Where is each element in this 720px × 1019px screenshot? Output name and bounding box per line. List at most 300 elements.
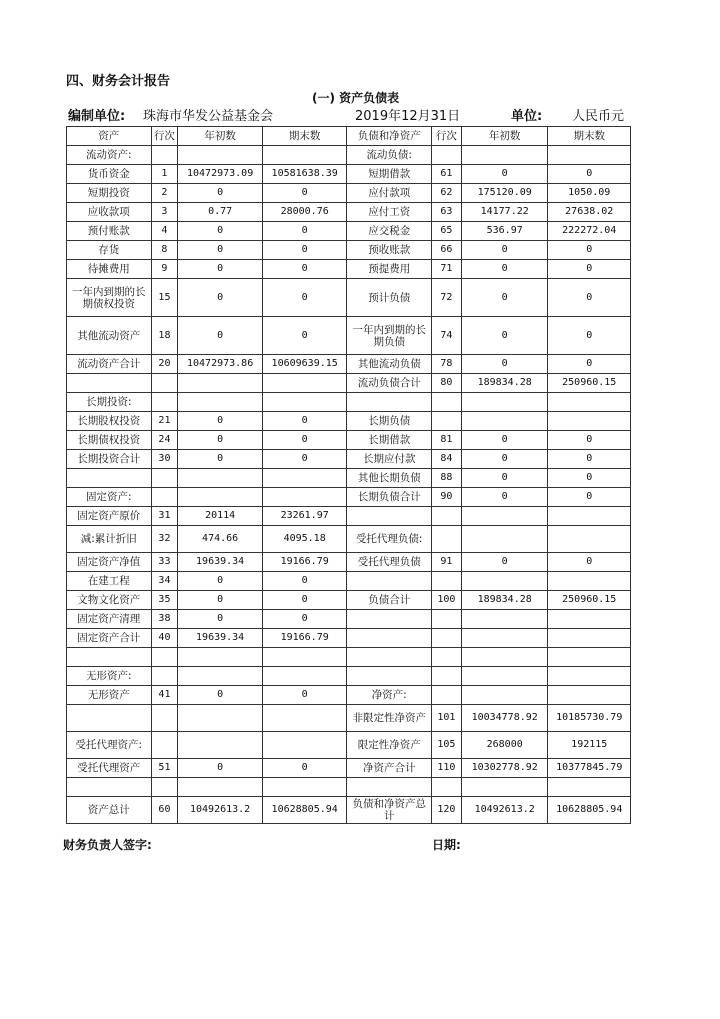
liability-name-cell: 其他长期负债 — [347, 469, 432, 488]
table-row — [67, 686, 631, 705]
liability-begin-cell: 0 — [461, 488, 548, 507]
liability-begin-cell: 0 — [461, 431, 548, 450]
asset-name-cell: 固定资产: — [67, 488, 152, 507]
asset-name-cell: 一年内到期的长期债权投资 — [67, 279, 152, 317]
liability-name-cell — [347, 778, 432, 797]
asset-line-cell: 24 — [151, 431, 178, 450]
liability-name-cell: 预提费用 — [347, 260, 432, 279]
liability-line-cell: 66 — [431, 241, 461, 260]
asset-name-cell: 存货 — [67, 241, 152, 260]
table-row — [67, 488, 631, 507]
asset-end-cell — [262, 648, 347, 667]
asset-name-cell: 长期股权投资 — [67, 412, 152, 431]
asset-end-cell: 19166.79 — [262, 553, 347, 572]
liability-line-cell: 101 — [431, 705, 461, 732]
table-row — [67, 317, 631, 355]
table-row — [67, 572, 631, 591]
asset-end-cell — [262, 667, 347, 686]
asset-name-cell: 固定资产合计 — [67, 629, 152, 648]
liability-name-cell: 预收账款 — [347, 241, 432, 260]
liability-begin-cell — [461, 686, 548, 705]
liability-line-cell: 78 — [431, 355, 461, 374]
asset-name-cell: 流动资产合计 — [67, 355, 152, 374]
asset-end-cell: 0 — [262, 591, 347, 610]
table-row — [67, 355, 631, 374]
liability-begin-cell — [461, 393, 548, 412]
liability-end-cell — [548, 146, 631, 165]
liability-name-cell: 应付工资 — [347, 203, 432, 222]
asset-name-cell: 在建工程 — [67, 572, 152, 591]
asset-begin-cell — [178, 469, 263, 488]
liability-begin-cell: 0 — [461, 450, 548, 469]
asset-begin-cell: 19639.34 — [178, 629, 263, 648]
table-row — [67, 165, 631, 184]
liability-end-cell: 27638.02 — [548, 203, 631, 222]
asset-name-cell — [67, 374, 152, 393]
liability-end-cell: 0 — [548, 241, 631, 260]
asset-name-cell: 长期投资合计 — [67, 450, 152, 469]
liability-name-cell — [347, 507, 432, 526]
asset-begin-cell — [178, 648, 263, 667]
asset-end-cell — [262, 146, 347, 165]
asset-end-cell: 0 — [262, 450, 347, 469]
asset-name-cell: 货币资金 — [67, 165, 152, 184]
liability-name-cell — [347, 648, 432, 667]
liability-begin-cell: 0 — [461, 317, 548, 355]
liability-line-cell: 65 — [431, 222, 461, 241]
liability-end-cell: 0 — [548, 469, 631, 488]
liability-line-cell — [431, 686, 461, 705]
asset-end-cell — [262, 469, 347, 488]
liability-begin-cell: 536.97 — [461, 222, 548, 241]
liability-end-cell: 0 — [548, 165, 631, 184]
table-row — [67, 393, 631, 412]
currency-label: 单位: — [511, 109, 543, 124]
table-row — [67, 591, 631, 610]
column-header: 年初数 — [178, 127, 263, 146]
asset-begin-cell: 0 — [178, 241, 263, 260]
liability-name-cell: 预计负债 — [347, 279, 432, 317]
asset-begin-cell: 0 — [178, 572, 263, 591]
liability-line-cell: 62 — [431, 184, 461, 203]
asset-line-cell: 31 — [151, 507, 178, 526]
asset-line-cell: 8 — [151, 241, 178, 260]
liability-line-cell: 90 — [431, 488, 461, 507]
liability-end-cell — [548, 572, 631, 591]
asset-end-cell: 10581638.39 — [262, 165, 347, 184]
asset-begin-cell: 0 — [178, 450, 263, 469]
liability-end-cell: 0 — [548, 431, 631, 450]
liability-begin-cell: 0 — [461, 279, 548, 317]
liability-name-cell: 负债合计 — [347, 591, 432, 610]
liability-end-cell: 222272.04 — [548, 222, 631, 241]
table-row — [67, 629, 631, 648]
asset-line-cell: 51 — [151, 759, 178, 778]
liability-end-cell — [548, 778, 631, 797]
table-row — [67, 374, 631, 393]
liability-name-cell: 负债和净资产总计 — [347, 797, 432, 824]
asset-line-cell: 21 — [151, 412, 178, 431]
liability-end-cell: 0 — [548, 355, 631, 374]
asset-name-cell: 无形资产 — [67, 686, 152, 705]
asset-name-cell: 其他流动资产 — [67, 317, 152, 355]
asset-line-cell — [151, 778, 178, 797]
liability-end-cell: 10185730.79 — [548, 705, 631, 732]
table-row — [67, 759, 631, 778]
signer-label: 财务负责人签字: — [63, 838, 152, 852]
liability-end-cell — [548, 393, 631, 412]
table-row — [67, 732, 631, 759]
asset-begin-cell: 0.77 — [178, 203, 263, 222]
asset-end-cell: 0 — [262, 317, 347, 355]
asset-line-cell: 34 — [151, 572, 178, 591]
liability-begin-cell — [461, 412, 548, 431]
asset-line-cell — [151, 667, 178, 686]
section-title: 四、财务会计报告 — [66, 74, 171, 89]
liability-name-cell: 应付款项 — [347, 184, 432, 203]
table-row — [67, 450, 631, 469]
liability-name-cell — [347, 629, 432, 648]
liability-begin-cell: 0 — [461, 553, 548, 572]
asset-begin-cell — [178, 732, 263, 759]
liability-name-cell: 受托代理负债: — [347, 526, 432, 553]
table-title: (一) 资产负债表 — [312, 91, 400, 105]
asset-begin-cell — [178, 488, 263, 507]
column-header: 期末数 — [262, 127, 347, 146]
liability-begin-cell: 0 — [461, 355, 548, 374]
asset-name-cell — [67, 778, 152, 797]
table-row — [67, 279, 631, 317]
column-header: 行次 — [431, 127, 461, 146]
asset-end-cell: 4095.18 — [262, 526, 347, 553]
liability-end-cell — [548, 526, 631, 553]
table-row — [67, 507, 631, 526]
asset-end-cell: 0 — [262, 241, 347, 260]
asset-name-cell: 应收款项 — [67, 203, 152, 222]
asset-name-cell: 文物文化资产 — [67, 591, 152, 610]
asset-end-cell: 10628805.94 — [262, 797, 347, 824]
liability-line-cell: 88 — [431, 469, 461, 488]
report-date: 2019年12月31日 — [355, 109, 461, 124]
asset-line-cell — [151, 488, 178, 507]
liability-line-cell: 91 — [431, 553, 461, 572]
liability-name-cell: 受托代理负债 — [347, 553, 432, 572]
liability-name-cell: 应交税金 — [347, 222, 432, 241]
liability-begin-cell — [461, 778, 548, 797]
liability-line-cell — [431, 572, 461, 591]
liability-line-cell — [431, 526, 461, 553]
liability-begin-cell: 175120.09 — [461, 184, 548, 203]
liability-end-cell — [548, 667, 631, 686]
asset-end-cell — [262, 732, 347, 759]
liability-begin-cell: 268000 — [461, 732, 548, 759]
asset-end-cell: 0 — [262, 279, 347, 317]
liability-name-cell: 长期借款 — [347, 431, 432, 450]
asset-end-cell — [262, 374, 347, 393]
asset-line-cell: 18 — [151, 317, 178, 355]
liability-end-cell — [548, 629, 631, 648]
liability-name-cell: 净资产: — [347, 686, 432, 705]
liability-end-cell: 0 — [548, 488, 631, 507]
asset-name-cell — [67, 705, 152, 732]
liability-end-cell: 1050.09 — [548, 184, 631, 203]
asset-line-cell: 30 — [151, 450, 178, 469]
balance-sheet-table — [66, 126, 631, 824]
liability-begin-cell — [461, 507, 548, 526]
table-row — [67, 797, 631, 824]
asset-end-cell: 10609639.15 — [262, 355, 347, 374]
asset-name-cell: 流动资产: — [67, 146, 152, 165]
liability-line-cell: 63 — [431, 203, 461, 222]
liability-begin-cell: 0 — [461, 260, 548, 279]
asset-line-cell: 4 — [151, 222, 178, 241]
liability-line-cell — [431, 412, 461, 431]
asset-line-cell: 3 — [151, 203, 178, 222]
liability-name-cell — [347, 393, 432, 412]
liability-line-cell — [431, 778, 461, 797]
asset-line-cell: 60 — [151, 797, 178, 824]
asset-begin-cell: 0 — [178, 317, 263, 355]
asset-begin-cell — [178, 374, 263, 393]
asset-line-cell — [151, 648, 178, 667]
asset-name-cell: 待摊费用 — [67, 260, 152, 279]
asset-line-cell: 32 — [151, 526, 178, 553]
liability-begin-cell: 189834.28 — [461, 591, 548, 610]
asset-begin-cell: 0 — [178, 686, 263, 705]
asset-line-cell — [151, 146, 178, 165]
liability-begin-cell — [461, 629, 548, 648]
asset-begin-cell: 0 — [178, 412, 263, 431]
liability-end-cell: 192115 — [548, 732, 631, 759]
asset-line-cell — [151, 374, 178, 393]
asset-end-cell: 0 — [262, 610, 347, 629]
liability-name-cell: 长期应付款 — [347, 450, 432, 469]
asset-end-cell: 0 — [262, 686, 347, 705]
table-body — [67, 146, 631, 824]
liability-name-cell — [347, 572, 432, 591]
asset-name-cell: 短期投资 — [67, 184, 152, 203]
liability-name-cell: 流动负债: — [347, 146, 432, 165]
liability-end-cell: 10377845.79 — [548, 759, 631, 778]
liability-name-cell: 净资产合计 — [347, 759, 432, 778]
currency-value: 人民币元 — [572, 109, 625, 124]
table-row — [67, 241, 631, 260]
asset-line-cell — [151, 393, 178, 412]
asset-begin-cell: 0 — [178, 591, 263, 610]
asset-line-cell: 40 — [151, 629, 178, 648]
liability-begin-cell — [461, 667, 548, 686]
asset-name-cell: 无形资产: — [67, 667, 152, 686]
asset-line-cell — [151, 705, 178, 732]
liability-end-cell — [548, 610, 631, 629]
liability-end-cell: 0 — [548, 317, 631, 355]
liability-line-cell: 84 — [431, 450, 461, 469]
table-row — [67, 705, 631, 732]
liability-end-cell — [548, 507, 631, 526]
table-row — [67, 610, 631, 629]
asset-begin-cell: 0 — [178, 222, 263, 241]
liability-begin-cell: 10034778.92 — [461, 705, 548, 732]
asset-name-cell: 资产总计 — [67, 797, 152, 824]
column-header: 资产 — [67, 127, 152, 146]
liability-begin-cell: 10302778.92 — [461, 759, 548, 778]
liability-end-cell: 250960.15 — [548, 591, 631, 610]
asset-begin-cell: 0 — [178, 431, 263, 450]
asset-line-cell: 35 — [151, 591, 178, 610]
liability-line-cell — [431, 393, 461, 412]
asset-end-cell: 0 — [262, 759, 347, 778]
asset-name-cell: 预付账款 — [67, 222, 152, 241]
liability-end-cell: 250960.15 — [548, 374, 631, 393]
liability-begin-cell: 0 — [461, 165, 548, 184]
date-label: 日期: — [432, 838, 461, 852]
asset-line-cell: 2 — [151, 184, 178, 203]
table-row — [67, 412, 631, 431]
unit-label: 编制单位: — [68, 109, 126, 124]
liability-begin-cell — [461, 610, 548, 629]
asset-begin-cell: 10472973.09 — [178, 165, 263, 184]
column-header: 年初数 — [461, 127, 548, 146]
asset-begin-cell: 0 — [178, 759, 263, 778]
asset-end-cell: 0 — [262, 572, 347, 591]
table-row — [67, 469, 631, 488]
liability-line-cell: 100 — [431, 591, 461, 610]
asset-name-cell: 长期债权投资 — [67, 431, 152, 450]
asset-begin-cell: 19639.34 — [178, 553, 263, 572]
liability-end-cell — [548, 412, 631, 431]
liability-begin-cell: 14177.22 — [461, 203, 548, 222]
liability-line-cell — [431, 629, 461, 648]
table-row — [67, 526, 631, 553]
column-header: 期末数 — [548, 127, 631, 146]
liability-line-cell: 61 — [431, 165, 461, 184]
asset-end-cell — [262, 488, 347, 507]
liability-end-cell: 0 — [548, 260, 631, 279]
asset-end-cell: 0 — [262, 260, 347, 279]
table-row — [67, 260, 631, 279]
liability-begin-cell: 0 — [461, 241, 548, 260]
liability-end-cell: 0 — [548, 553, 631, 572]
liability-begin-cell — [461, 648, 548, 667]
liability-name-cell: 长期负债 — [347, 412, 432, 431]
asset-line-cell: 20 — [151, 355, 178, 374]
liability-name-cell — [347, 667, 432, 686]
liability-line-cell: 110 — [431, 759, 461, 778]
asset-end-cell: 0 — [262, 222, 347, 241]
header-row — [67, 127, 631, 146]
column-header: 负债和净资产 — [347, 127, 432, 146]
asset-name-cell — [67, 469, 152, 488]
liability-name-cell: 一年内到期的长期负债 — [347, 317, 432, 355]
table-row — [67, 222, 631, 241]
asset-end-cell: 19166.79 — [262, 629, 347, 648]
table-row — [67, 184, 631, 203]
table-row — [67, 431, 631, 450]
asset-begin-cell: 474.66 — [178, 526, 263, 553]
asset-end-cell — [262, 778, 347, 797]
liability-line-cell: 120 — [431, 797, 461, 824]
asset-line-cell — [151, 469, 178, 488]
asset-name-cell: 固定资产清理 — [67, 610, 152, 629]
liability-begin-cell — [461, 572, 548, 591]
liability-line-cell: 105 — [431, 732, 461, 759]
liability-begin-cell — [461, 526, 548, 553]
asset-begin-cell — [178, 667, 263, 686]
asset-begin-cell: 0 — [178, 260, 263, 279]
asset-begin-cell: 0 — [178, 610, 263, 629]
asset-end-cell — [262, 393, 347, 412]
asset-line-cell: 1 — [151, 165, 178, 184]
asset-name-cell: 长期投资: — [67, 393, 152, 412]
liability-line-cell — [431, 610, 461, 629]
liability-name-cell: 长期负债合计 — [347, 488, 432, 507]
asset-name-cell — [67, 648, 152, 667]
liability-line-cell — [431, 648, 461, 667]
table-row — [67, 667, 631, 686]
asset-name-cell: 受托代理资产: — [67, 732, 152, 759]
unit-name: 珠海市华发公益基金会 — [143, 109, 274, 124]
asset-end-cell — [262, 705, 347, 732]
liability-line-cell — [431, 507, 461, 526]
asset-end-cell: 23261.97 — [262, 507, 347, 526]
liability-line-cell: 72 — [431, 279, 461, 317]
liability-line-cell: 71 — [431, 260, 461, 279]
liability-line-cell: 74 — [431, 317, 461, 355]
asset-begin-cell — [178, 778, 263, 797]
asset-begin-cell: 10472973.86 — [178, 355, 263, 374]
asset-begin-cell — [178, 705, 263, 732]
liability-line-cell — [431, 667, 461, 686]
asset-begin-cell — [178, 393, 263, 412]
asset-name-cell: 固定资产净值 — [67, 553, 152, 572]
asset-line-cell: 9 — [151, 260, 178, 279]
asset-line-cell: 15 — [151, 279, 178, 317]
column-header: 行次 — [151, 127, 178, 146]
liability-end-cell: 0 — [548, 279, 631, 317]
asset-end-cell: 0 — [262, 412, 347, 431]
liability-begin-cell: 189834.28 — [461, 374, 548, 393]
liability-name-cell: 非限定性净资产 — [347, 705, 432, 732]
asset-begin-cell: 0 — [178, 279, 263, 317]
asset-end-cell: 28000.76 — [262, 203, 347, 222]
table-row — [67, 146, 631, 165]
asset-line-cell: 33 — [151, 553, 178, 572]
liability-end-cell — [548, 686, 631, 705]
asset-line-cell: 38 — [151, 610, 178, 629]
liability-name-cell: 限定性净资产 — [347, 732, 432, 759]
liability-name-cell — [347, 610, 432, 629]
table-row — [67, 648, 631, 667]
liability-line-cell — [431, 146, 461, 165]
asset-begin-cell: 20114 — [178, 507, 263, 526]
liability-end-cell: 0 — [548, 450, 631, 469]
asset-name-cell: 受托代理资产 — [67, 759, 152, 778]
asset-begin-cell — [178, 146, 263, 165]
liability-line-cell: 80 — [431, 374, 461, 393]
liability-name-cell: 其他流动负债 — [347, 355, 432, 374]
asset-line-cell — [151, 732, 178, 759]
liability-end-cell: 10628805.94 — [548, 797, 631, 824]
liability-end-cell — [548, 648, 631, 667]
asset-name-cell: 减:累计折旧 — [67, 526, 152, 553]
asset-begin-cell: 10492613.2 — [178, 797, 263, 824]
asset-end-cell: 0 — [262, 431, 347, 450]
liability-name-cell: 流动负债合计 — [347, 374, 432, 393]
asset-begin-cell: 0 — [178, 184, 263, 203]
liability-begin-cell — [461, 146, 548, 165]
asset-end-cell: 0 — [262, 184, 347, 203]
table-row — [67, 203, 631, 222]
